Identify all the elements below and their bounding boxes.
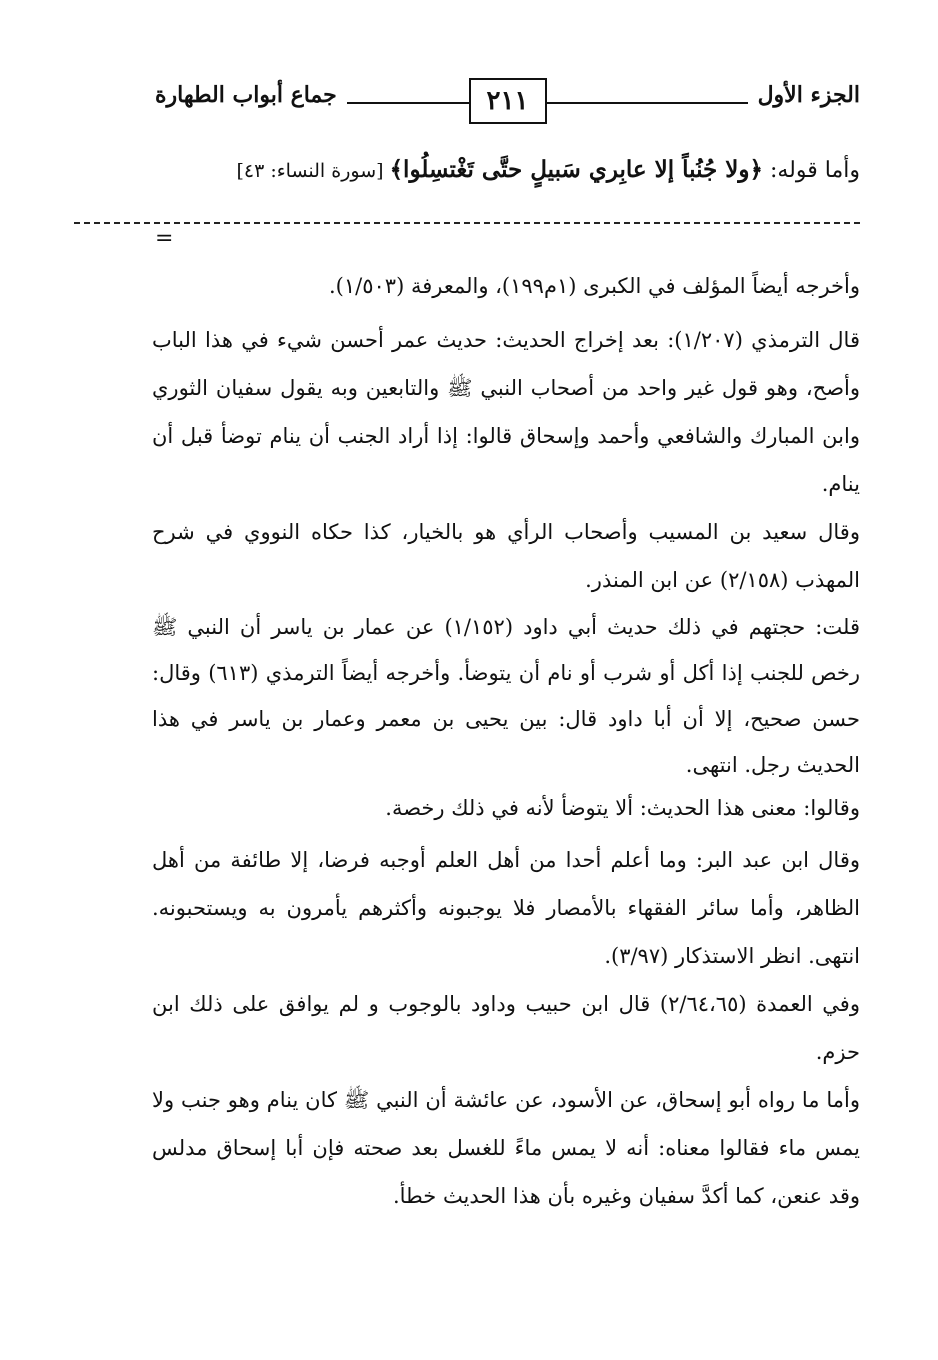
paragraph: وفي العمدة (٢/٦٤،٦٥) قال ابن حبيب وداود بالوجوب و لم يوافق على ذلك ابن حزم. bbox=[152, 992, 860, 1064]
page-number: ٢١١ bbox=[469, 78, 547, 124]
paragraph: قال الترمذي (١/٢٠٧): بعد إخراج الحديث: حديث عمر أحسن شيء في هذا الباب وأصح، وهو قول غير واحد من أصحاب النبي ﷺ والتابعين وبه يقول سفيان الثوري وابن المبارك والشافعي وأحمد وإسحاق قالوا: إذا أراد الجنب أن ينام توضأ قبل أن ينام. bbox=[152, 328, 860, 496]
quran-quote-line bbox=[150, 150, 860, 191]
quran-verse: ﴿ولا جُنُباً إلا عابِري سَبيلٍ حتَّى تَغْتسِلُوا﴾ bbox=[389, 156, 763, 183]
volume-label: الجزء الأول bbox=[748, 82, 860, 108]
quote-intro: وأما قوله: bbox=[762, 158, 860, 183]
page-header bbox=[155, 74, 860, 130]
continuation-mark: = bbox=[155, 226, 174, 251]
footnote-separator bbox=[74, 222, 860, 224]
paragraph: وأما ما رواه أبو إسحاق، عن الأسود، عن عائشة أن النبي ﷺ كان ينام وهو جنب ولا يمس ماء فقالوا معناه: أنه لا يمس ماءً للغسل بعد صحته فإن أبا إسحاق مدلس وقد عنعن، كما أكدَّ سفيان وغيره بأن هذا الحديث خطأ. bbox=[152, 1088, 860, 1208]
paragraph: وقالوا: معنى هذا الحديث: ألا يتوضأ لأنه في ذلك رخصة. bbox=[385, 796, 860, 820]
verse-reference: [سورة النساء: ٤٣] bbox=[236, 160, 390, 182]
paragraph: وقال ابن عبد البر: وما أعلم أحدا من أهل العلم أوجبه فرضا، إلا طائفة من أهل الظاهر، وأما سائر الفقهاء بالأمصار فلا يوجبونه وأكثرهم يأمرون به ويستحبونه. انتهى. انظر الاستذكار (٣/٩٧). bbox=[152, 848, 860, 968]
chapter-title: جماع أبواب الطهارة bbox=[155, 82, 347, 108]
paragraph: قلت: حجتهم في ذلك حديث أبي داود (١/١٥٢) عن عمار بن ياسر أن النبي ﷺ رخص للجنب إذا أكل أو شرب أو نام أن يتوضأ. وأخرجه أيضاً الترمذي (٦١٣) وقال: حسن صحيح، إلا أن أبا داود قال: بين يحيى بن معمر وعمار بن ياسر في هذا الحديث رجل. انتهى. bbox=[152, 615, 860, 777]
paragraph: وقال سعيد بن المسيب وأصحاب الرأي هو بالخيار، كذا حكاه النووي في شرح المهذب (٢/١٥٨) عن ابن المنذر. bbox=[152, 520, 860, 592]
paragraph: وأخرجه أيضاً المؤلف في الكبرى (١م١٩٩)، والمعرفة (١/٥٠٣). bbox=[329, 274, 860, 298]
footnote-body bbox=[152, 262, 860, 1220]
